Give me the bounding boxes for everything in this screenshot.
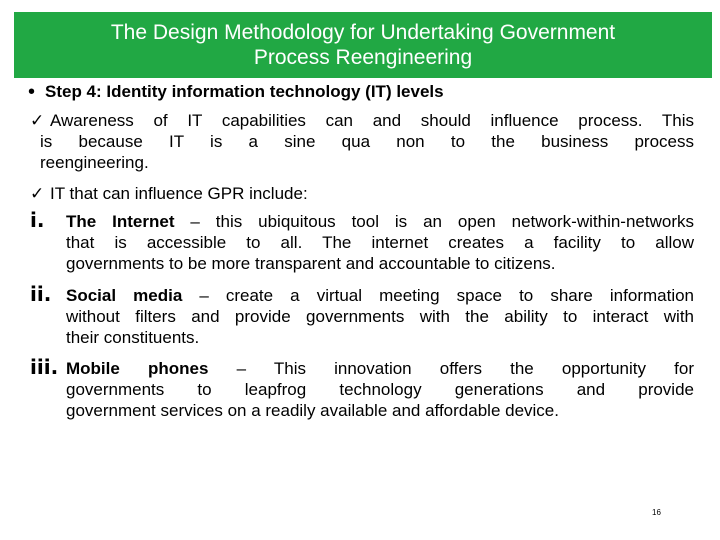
check1-line-2: is because IT is a sine qua non to the business process (40, 132, 694, 151)
title-line-2: Process Reengineering (253, 46, 473, 69)
item-line-1: – this ubiquitous tool is an open network-within-networks (174, 212, 694, 231)
check2-text: IT that can influence GPR include: (50, 184, 308, 203)
item-internet (66, 211, 694, 274)
item-line-2: without filters and provide governments with the ability to interact with (66, 307, 694, 326)
item-line-3: their constituents. (66, 328, 200, 347)
check1-paragraph (40, 110, 694, 173)
item-line-3: government services on a readily available and affordable device. (66, 401, 559, 420)
item-term: The Internet (66, 212, 175, 231)
item-line-1: – create a virtual meeting space to share information (182, 286, 695, 305)
checkmark-icon: ✓ (30, 111, 45, 130)
item-mobile-phones (66, 358, 694, 421)
numeral-i: i. (30, 208, 45, 232)
item-social-media (66, 285, 694, 348)
item-line-2: that is accessible to all. The internet creates a facility to allow (66, 233, 694, 252)
numeral-ii: ii. (30, 282, 52, 306)
item-term: Mobile phones (66, 359, 209, 378)
page-number: 16 (652, 508, 661, 517)
item-line-3: governments to be more transparent and accountable to citizens. (66, 254, 556, 273)
check1-line-3: reengineering. (40, 153, 149, 172)
item-line-2: governments to leapfrog technology generations and provide (66, 380, 694, 399)
item-term: Social media (66, 286, 183, 305)
title-line-1: The Design Methodology for Undertaking Government (110, 21, 616, 44)
bullet-dot-icon: • (28, 81, 36, 103)
step-heading: Step 4: Identity information technology (IT) levels (45, 82, 444, 101)
numeral-iii: iii. (30, 355, 59, 379)
check1-line-1: Awareness of IT capabilities can and should influence process. This (50, 111, 694, 130)
checkmark-icon: ✓ (30, 184, 45, 203)
item-line-1: – This innovation offers the opportunity for (208, 359, 694, 378)
